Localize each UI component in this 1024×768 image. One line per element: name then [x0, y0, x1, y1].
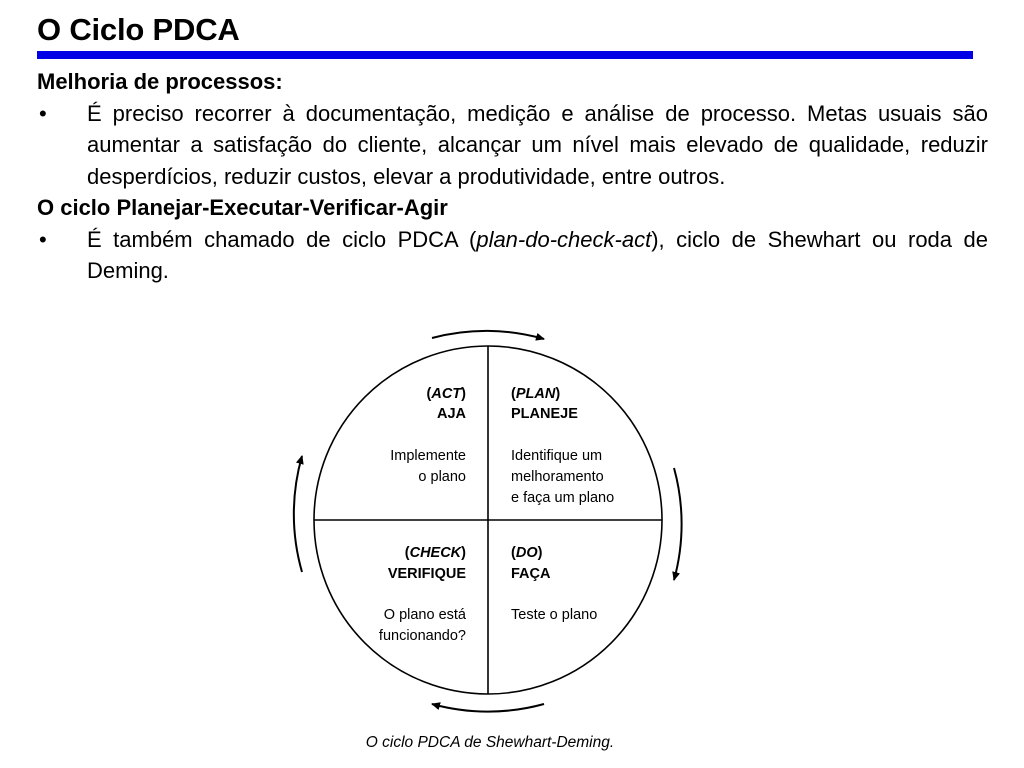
- quadrant-act-line2: o plano: [418, 469, 466, 485]
- slide-title: O Ciclo PDCA: [37, 12, 240, 47]
- quadrant-check-line2: funcionando?: [378, 628, 466, 644]
- quadrant-plan-verb: PLANEJE: [511, 406, 578, 422]
- section-heading-pdca-cycle: O ciclo Planejar-Executar-Verificar-Agir: [37, 195, 448, 220]
- quadrant-plan-line1: Identifique um: [511, 448, 603, 464]
- title-underline-rule: [37, 51, 973, 59]
- arrow-top-icon: [432, 331, 544, 339]
- bullet-item-process-improvement: [37, 98, 988, 193]
- quadrant-check: [379, 545, 467, 644]
- quadrant-act-verb: AJA: [436, 406, 466, 422]
- bullet-text-italic: plan-do-check-act: [476, 226, 652, 252]
- quadrant-check-line1: O plano está: [383, 607, 466, 623]
- quadrant-do-verb: FAÇA: [511, 566, 551, 582]
- quadrant-plan-code: (PLAN): [511, 386, 561, 402]
- quadrant-do: [511, 545, 597, 623]
- quadrant-act: [390, 386, 466, 485]
- bullet-text-prefix: É também chamado de ciclo PDCA (: [87, 226, 477, 252]
- bullet-item-pdca-names: [37, 224, 988, 287]
- bullet-dot: •: [39, 100, 47, 126]
- quadrant-plan-line3: e faça um plano: [511, 490, 615, 506]
- bullet-text: É preciso recorrer à documentação, medição e análise de processo. Metas usuais são aumentar a satisfação do cliente, alcançar um nível mais elevado de qualidade, reduzir desperdícios, reduzir custos, elevar a produtividade, entre outros.: [87, 100, 988, 189]
- quadrant-do-code: (DO): [511, 545, 543, 561]
- quadrant-check-code: (CHECK): [404, 545, 466, 561]
- section-heading-process-improvement: Melhoria de processos:: [37, 69, 283, 94]
- quadrant-check-verb: VERIFIQUE: [387, 566, 466, 582]
- quadrant-plan: [511, 386, 614, 506]
- pdca-cycle-diagram: [290, 318, 710, 758]
- quadrant-act-code: (ACT): [426, 386, 466, 402]
- bullet-text-suffix: ), ciclo de Shewhart ou roda de Deming.: [87, 226, 988, 283]
- diagram-caption: O ciclo PDCA de Shewhart-Deming.: [365, 734, 615, 751]
- arrow-right-icon: [674, 468, 682, 580]
- slide-body: [37, 66, 988, 287]
- quadrant-act-line1: Implemente: [390, 448, 466, 464]
- quadrant-do-line1: Teste o plano: [511, 607, 598, 623]
- arrow-left-icon: [294, 456, 302, 572]
- quadrant-plan-line2: melhoramento: [511, 469, 604, 485]
- bullet-dot: •: [39, 226, 47, 252]
- arrow-bottom-icon: [432, 704, 544, 712]
